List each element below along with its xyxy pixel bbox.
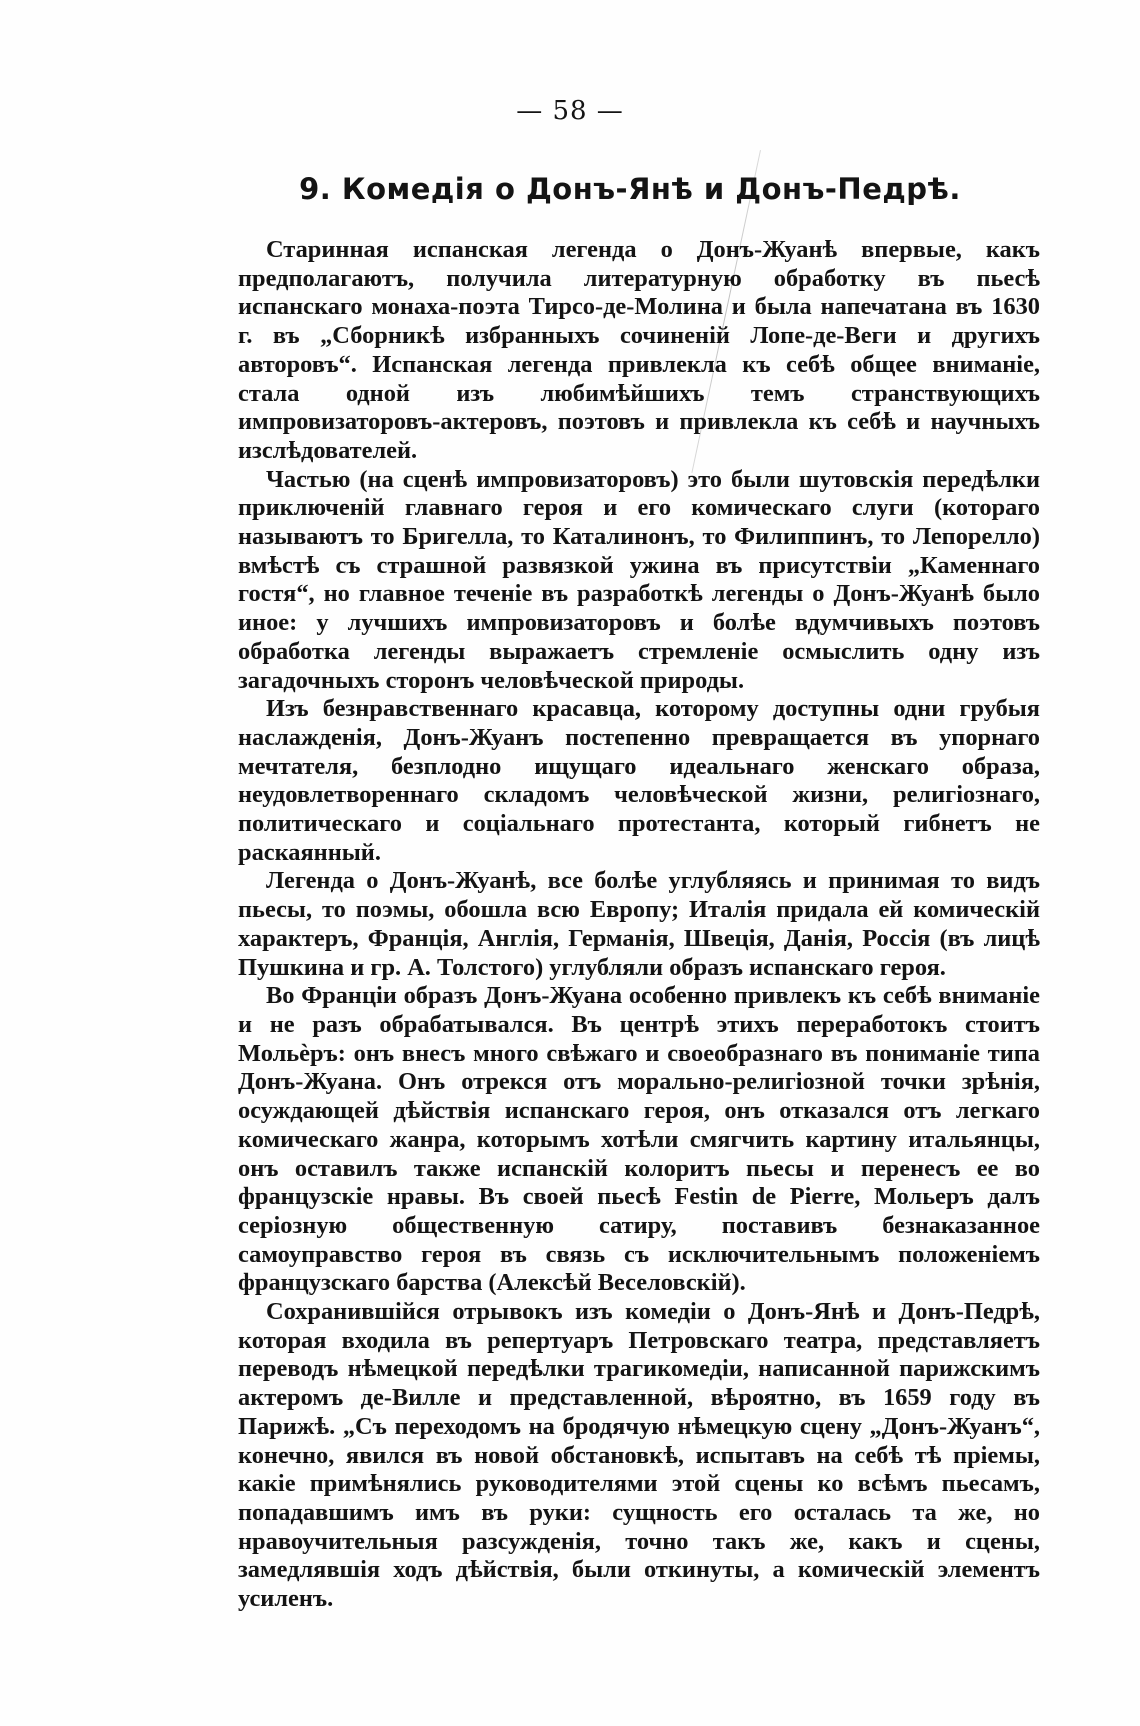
body-text	[238, 236, 1040, 1614]
paragraph-2: Частью (на сценѣ импровизаторовъ) это были шутовскія передѣлки приключеній главнаго героя и его комическаго слуги (котораго называютъ то Бригелла, то Каталинонъ, то Филиппинъ, то Лепорелло) вмѣстѣ съ страшной развязкой ужина въ присутствіи „Каменнаго гостя“, но главное теченіе въ разработкѣ легенды о Донъ-Жуанѣ было иное: у лучшихъ импровизаторовъ и болѣе вдумчивыхъ поэтовъ обработка легенды выражаетъ стремленіе осмыслить одну изъ загадочныхъ сторонъ человѣческой природы.	[238, 465, 1040, 694]
paragraph-1: Старинная испанская легенда о Донъ-Жуанѣ впервые, какъ предполагаютъ, получила литературную обработку въ пьесѣ испанскаго монаха-поэта Тирсо-де-Молина и была напечатана въ 1630 г. въ „Сборникѣ избранныхъ сочиненій Лопе-де-Веги и другихъ авторовъ“. Испанская легенда привлекла къ себѣ общее вниманіе, стала одной изъ любимѣйшихъ темъ странствующихъ импровизаторовъ-актеровъ, поэтовъ и привлекла къ себѣ и научныхъ изслѣдователей.	[238, 236, 1040, 464]
paragraph-6: Сохранившійся отрывокъ изъ комедіи о Донъ-Янѣ и Донъ-Педрѣ, которая входила въ репертуаръ Петровскаго театра, представляетъ переводъ нѣмецкой передѣлки трагикомедіи, написанной парижскимъ актеромъ де-Вилле и представленной, вѣроятно, въ 1659 году въ Парижѣ. „Съ переходомъ на бродячую нѣмецкую сцену „Донъ-Жуанъ“, конечно, явился въ новой обстановкѣ, испытавъ на себѣ тѣ пріемы, какіе примѣнялись руководителями этой сцены ко всѣмъ пьесамъ, попадавшимъ имъ въ руки: сущность его осталась та же, но нравоучительныя разсужденія, точно такъ же, какъ и сцены, замедлявшія ходъ дѣйствія, были откинуты, а комическій элементъ усиленъ.	[238, 1298, 1040, 1613]
paragraph-3: Изъ безнравственнаго красавца, которому доступны одни грубыя наслажденія, Донъ-Жуанъ постепенно превращается въ упорнаго мечтателя, безплодно ищущаго идеальнаго женскаго образа, неудовлетвореннаго складомъ человѣческой жизни, религіознаго, политическаго и соціальнаго протестанта, который гибнетъ не раскаянный.	[238, 695, 1040, 866]
page-number: — 58 —	[516, 96, 624, 126]
paragraph-5: Во Франціи образъ Донъ-Жуана особенно привлекъ къ себѣ вниманіе и не разъ обрабатывался. Въ центрѣ этихъ переработокъ стоитъ Мольѐръ: онъ внесъ много свѣжаго и своеобразнаго въ пониманіе типа Донъ-Жуана. Онъ отрекся отъ морально-религіозной точки зрѣнія, осуждающей дѣйствія испанскаго героя, онъ отказался отъ легкаго комическаго жанра, которымъ хотѣли смягчить картину итальянцы, онъ оставилъ также испанскій колоритъ пьесы и перенесъ ее во французскіе нравы. Въ своей пьесѣ Festin de Pierre, Мольеръ далъ серіозную общественную сатиру, поставивъ безнаказанное самоуправство героя въ связь съ исключительнымъ положеніемъ французскаго барства (Алексѣй Веселовскій).	[238, 982, 1040, 1297]
paragraph-4: Легенда о Донъ-Жуанѣ, все болѣе углубляясь и принимая то видъ пьесы, то поэмы, обошла всю Европу; Италія придала ей комическій характеръ, Франція, Англія, Германія, Швеція, Данія, Россія (въ лицѣ Пушкина и гр. А. Толстого) углубляли образъ испанскаго героя.	[238, 867, 1040, 981]
section-heading: 9. Комедія о Донъ-Янѣ и Донъ-Педрѣ.	[299, 172, 961, 206]
